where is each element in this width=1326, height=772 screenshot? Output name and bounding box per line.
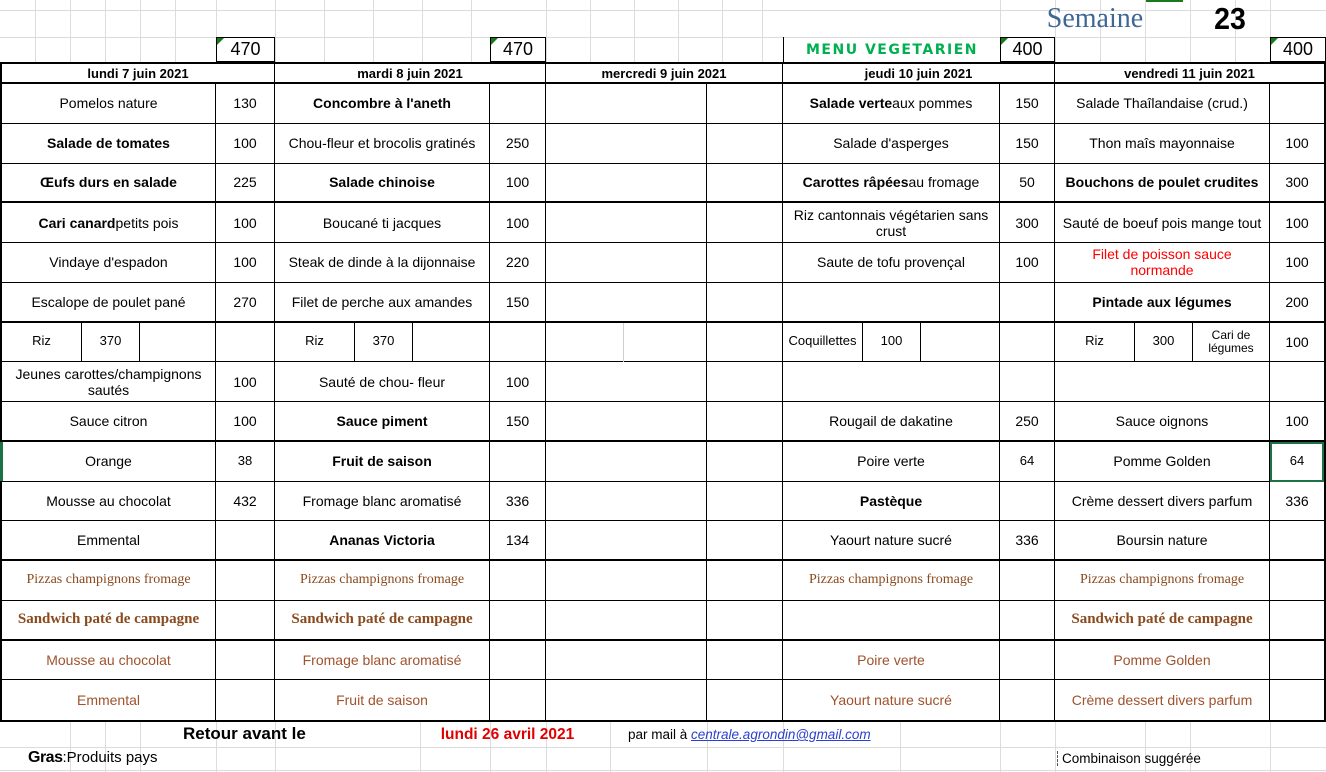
menu-sub-cell[interactable]: 300 [1135, 323, 1193, 362]
menu-cell[interactable] [546, 124, 707, 164]
day-header-cell[interactable]: vendredi 11 juin 2021 [1124, 65, 1255, 81]
menu-text: Mousse au chocolat [46, 492, 171, 509]
menu-text: Pizzas champignons fromage [26, 572, 191, 588]
value-cell[interactable] [707, 243, 783, 283]
menu-text: Crème dessert divers parfum [1071, 492, 1253, 509]
menu-cell[interactable] [275, 601, 490, 641]
gridline [0, 747, 1326, 748]
value-cell[interactable]: 300 [1270, 164, 1324, 204]
menu-cell[interactable] [783, 362, 1000, 402]
menu-cell[interactable] [546, 164, 707, 204]
menu-text: Sandwich paté de campagne [291, 611, 473, 627]
menu-text-bold: Pastèque [859, 492, 923, 509]
menu-cell[interactable] [275, 164, 490, 204]
value-cell[interactable] [1270, 601, 1324, 641]
menu-text: Sauté de chou- fleur [318, 373, 446, 390]
menu-text: Pizzas champignons fromage [1079, 572, 1245, 588]
menu-cell[interactable] [783, 641, 1000, 681]
menu-cell[interactable] [1055, 561, 1270, 601]
value-cell[interactable]: 220 [490, 243, 546, 283]
menu-cell[interactable] [1055, 323, 1270, 363]
menu-cell[interactable] [275, 561, 490, 601]
menu-text: Pizzas champignons fromage [299, 572, 465, 588]
menu-cell[interactable] [275, 641, 490, 681]
value-cell[interactable]: 336 [490, 482, 546, 522]
menu-cell[interactable] [546, 402, 707, 442]
menu-cell[interactable] [1055, 124, 1270, 164]
value-cell[interactable] [707, 641, 783, 681]
menu-cell[interactable] [1055, 243, 1270, 283]
menu-cell[interactable] [783, 442, 1000, 482]
deadline-date: lundi 26 avril 2021 [440, 726, 575, 743]
menu-text: Sandwich paté de campagne [17, 611, 200, 627]
menu-text: Pomelos nature [59, 95, 158, 112]
menu-cell[interactable] [275, 124, 490, 164]
menu-text: Yaourt nature sucré [830, 532, 952, 549]
value-cell[interactable] [490, 561, 546, 601]
calorie-cell-tuesday[interactable]: 470 [490, 37, 546, 62]
menu-cell[interactable] [783, 243, 1000, 283]
menu-text: Filet de perche aux amandes [291, 293, 473, 310]
menu-text: Boursin nature [1116, 532, 1208, 549]
menu-cell[interactable] [783, 521, 1000, 561]
legend-bold-key: Gras [28, 749, 63, 766]
menu-text-bold: Pintade aux légumes [1092, 293, 1232, 310]
menu-sub-cell[interactable]: 370 [82, 323, 140, 362]
menu-text: Jeunes carottes/champignons sautés [15, 365, 202, 398]
menu-text: Steak de dinde à la dijonnaise [288, 254, 476, 271]
menu-cell[interactable] [1055, 283, 1270, 323]
menu-cell[interactable] [275, 203, 490, 243]
menu-sub-cell[interactable]: Riz [1055, 323, 1135, 362]
value-cell[interactable]: 225 [216, 164, 275, 204]
menu-cell[interactable] [546, 442, 707, 482]
value-cell[interactable]: 100 [490, 203, 546, 243]
value-cell[interactable]: 100 [1270, 243, 1324, 283]
day-header-cell[interactable]: mercredi 9 juin 2021 [546, 64, 783, 82]
menu-cell[interactable] [783, 402, 1000, 442]
value-cell[interactable] [707, 482, 783, 522]
menu-cell[interactable] [2, 283, 216, 323]
menu-cell[interactable] [275, 402, 490, 442]
suggested-combination-note: Combinaison suggérée [1057, 751, 1201, 766]
menu-text: Filet de poisson sauce normande [1092, 246, 1232, 279]
menu-cell[interactable] [783, 323, 1000, 363]
menu-cell[interactable] [783, 283, 1000, 323]
value-cell[interactable] [216, 323, 275, 363]
calorie-cell-monday[interactable]: 470 [216, 37, 275, 62]
mail-prefix: par mail à [628, 727, 692, 742]
menu-text: Chou-fleur et brocolis gratinés [288, 135, 476, 152]
menu-text: Boucané ti jacques [322, 214, 442, 231]
day-header-row [0, 62, 1326, 82]
vegetarian-menu-label: MENU VEGETARIEN [783, 37, 1000, 62]
menu-cell[interactable] [2, 521, 216, 561]
menu-cell[interactable] [2, 124, 216, 164]
value-cell[interactable]: 100 [1270, 402, 1324, 442]
value-cell[interactable] [1000, 680, 1055, 720]
menu-cell[interactable] [1055, 203, 1270, 243]
value-cell[interactable] [707, 203, 783, 243]
menu-text: Poire verte [857, 453, 925, 470]
value-cell[interactable]: 64 [1000, 442, 1055, 482]
menu-cell[interactable] [783, 84, 1000, 124]
value-cell[interactable] [1270, 641, 1324, 681]
value-cell[interactable] [1000, 601, 1055, 641]
value-cell[interactable] [1000, 641, 1055, 681]
menu-text: Escalope de poulet pané [31, 293, 186, 310]
menu-cell[interactable] [546, 561, 707, 601]
menu-cell[interactable] [275, 680, 490, 720]
gridline [0, 770, 1326, 771]
menu-cell[interactable] [275, 283, 490, 323]
menu-text: Thon maîs mayonnaise [1089, 135, 1235, 152]
value-cell[interactable]: 100 [490, 362, 546, 402]
value-cell[interactable]: 130 [216, 84, 275, 124]
calorie-cell-thursday[interactable]: 400 [1000, 37, 1055, 62]
value-cell[interactable]: 100 [216, 124, 275, 164]
menu-text: Fruit de saison [336, 692, 428, 709]
menu-text: Yaourt nature sucré [830, 692, 952, 709]
menu-cell[interactable] [275, 482, 490, 522]
value-cell[interactable] [490, 680, 546, 720]
wednesday-faint-divider [623, 323, 624, 362]
menu-text: Pizzas champignons fromage [808, 572, 974, 588]
menu-text-bold: Cari canard [38, 214, 116, 231]
menu-cell[interactable] [783, 561, 1000, 601]
menu-cell[interactable] [2, 84, 216, 124]
menu-text: Rougail de dakatine [829, 412, 953, 429]
menu-text: aux pommes [892, 95, 973, 112]
value-cell[interactable]: 100 [1270, 203, 1324, 243]
value-cell[interactable]: 250 [490, 124, 546, 164]
menu-text: Fromage blanc aromatisé [302, 651, 462, 668]
menu-cell[interactable] [1055, 521, 1270, 561]
menu-cell[interactable] [1055, 641, 1270, 681]
menu-text: Sauce oignons [1115, 412, 1209, 429]
value-cell[interactable] [1270, 362, 1324, 402]
menu-text: Salade Thaîlandaise (crud.) [1076, 95, 1248, 112]
menu-sub-cell[interactable]: 100 [863, 323, 921, 362]
value-cell[interactable] [707, 521, 783, 561]
menu-cell[interactable] [1055, 601, 1270, 641]
menu-cell[interactable] [546, 323, 707, 363]
menu-cell[interactable] [2, 243, 216, 283]
menu-text: Sandwich paté de campagne [1071, 611, 1253, 627]
menu-cell[interactable] [546, 283, 707, 323]
return-deadline-label: Retour avant le [183, 724, 306, 743]
menu-cell[interactable] [1055, 362, 1270, 402]
menu-text: Fromage blanc aromatisé [302, 492, 462, 509]
menu-text: Pomme Golden [1113, 651, 1211, 668]
value-cell[interactable] [707, 402, 783, 442]
value-cell[interactable]: 150 [1000, 84, 1055, 124]
value-cell[interactable] [707, 283, 783, 323]
value-cell[interactable] [1000, 482, 1055, 522]
day-header-cell[interactable]: lundi 7 juin 2021 [2, 64, 275, 82]
menu-text-bold: Sauce piment [336, 412, 428, 429]
value-cell[interactable] [216, 680, 275, 720]
menu-cell[interactable] [1055, 164, 1270, 204]
menu-cell[interactable] [2, 402, 216, 442]
menu-text: petits pois [115, 214, 179, 231]
value-cell[interactable]: 100 [216, 402, 275, 442]
menu-cell[interactable] [2, 680, 216, 720]
menu-text-bold: Salade verte [809, 95, 893, 112]
menu-cell[interactable] [2, 203, 216, 243]
menu-cell[interactable] [2, 442, 216, 482]
menu-text-bold: Fruit de saison [332, 453, 432, 470]
mail-instruction [628, 727, 871, 742]
menu-text-bold: Salade de tomates [47, 135, 170, 152]
week-label: Semaine [1046, 3, 1144, 34]
value-cell[interactable]: 150 [490, 283, 546, 323]
value-cell[interactable] [707, 84, 783, 124]
menu-cell[interactable] [546, 203, 707, 243]
value-cell[interactable] [1000, 561, 1055, 601]
menu-cell[interactable] [546, 601, 707, 641]
legend-bold-desc: :Produits pays [62, 749, 158, 766]
value-cell[interactable]: 270 [216, 283, 275, 323]
menu-cell[interactable] [546, 243, 707, 283]
value-cell[interactable]: 336 [1000, 521, 1055, 561]
value-cell[interactable] [707, 362, 783, 402]
menu-cell[interactable] [546, 641, 707, 681]
gridline [0, 37, 1326, 38]
menu-cell[interactable] [275, 243, 490, 283]
menu-cell[interactable] [1055, 84, 1270, 124]
menu-cell[interactable] [783, 482, 1000, 522]
menu-cell[interactable] [783, 164, 1000, 204]
value-cell[interactable] [490, 84, 546, 124]
menu-text: Vindaye d'espadon [49, 254, 168, 271]
value-cell[interactable]: 38 [216, 442, 275, 482]
menu-text-bold: Carottes râpées [802, 174, 909, 191]
menu-sub-cell[interactable]: Cari de légumes [1208, 327, 1254, 355]
value-cell[interactable] [707, 561, 783, 601]
value-cell[interactable]: 100 [1270, 124, 1324, 164]
menu-text-bold: Œufs durs en salade [40, 174, 177, 191]
value-cell[interactable] [1000, 323, 1055, 363]
value-cell[interactable]: 250 [1000, 402, 1055, 442]
value-cell[interactable] [707, 323, 783, 363]
value-cell[interactable] [490, 323, 546, 363]
menu-cell[interactable] [1055, 482, 1270, 522]
menu-cell[interactable] [2, 561, 216, 601]
menu-text-bold: Salade chinoise [329, 174, 435, 191]
menu-grid [0, 82, 1326, 722]
menu-sub-cell[interactable] [140, 323, 215, 362]
menu-cell[interactable] [1055, 680, 1270, 720]
menu-sub-cell[interactable] [413, 323, 489, 362]
value-cell[interactable]: 50 [1000, 164, 1055, 204]
week-number: 23 [1214, 1, 1246, 36]
value-cell[interactable]: 64 [1270, 442, 1324, 482]
value-cell[interactable] [216, 641, 275, 681]
day-header-cell[interactable]: mardi 8 juin 2021 [275, 64, 546, 82]
menu-cell[interactable] [2, 641, 216, 681]
value-cell[interactable]: 336 [1270, 482, 1324, 522]
menu-cell[interactable] [2, 164, 216, 204]
value-cell[interactable] [707, 442, 783, 482]
menu-sub-cell[interactable]: 370 [355, 323, 413, 362]
value-cell[interactable] [1270, 680, 1324, 720]
menu-text: Riz cantonnais végétarien sans crust [793, 206, 989, 239]
menu-cell[interactable] [275, 84, 490, 124]
value-cell[interactable] [216, 521, 275, 561]
value-cell[interactable]: 134 [490, 521, 546, 561]
value-cell[interactable] [1270, 84, 1324, 124]
menu-text: Saute de tofu provençal [817, 254, 965, 271]
value-cell[interactable] [1000, 283, 1055, 323]
green-border-artifact [1146, 0, 1183, 2]
menu-text: Mousse au chocolat [46, 651, 171, 668]
value-cell[interactable] [216, 601, 275, 641]
value-cell[interactable] [1000, 362, 1055, 402]
menu-text-bold: Ananas Victoria [329, 532, 435, 549]
menu-cell[interactable] [2, 323, 216, 363]
menu-text: Salade d'asperges [833, 135, 949, 152]
menu-cell[interactable] [783, 124, 1000, 164]
menu-text: Emmental [76, 532, 141, 549]
menu-cell[interactable] [2, 601, 216, 641]
menu-cell[interactable] [1055, 402, 1270, 442]
value-cell[interactable] [707, 124, 783, 164]
menu-cell[interactable] [783, 680, 1000, 720]
menu-cell[interactable] [783, 203, 1000, 243]
menu-text-bold: Concombre à l'aneth [313, 95, 451, 112]
menu-text: Sauce citron [69, 412, 148, 429]
value-cell[interactable]: 432 [216, 482, 275, 522]
menu-sub-cell[interactable] [921, 323, 999, 362]
menu-cell[interactable] [275, 323, 490, 363]
menu-text: Pomme Golden [1113, 453, 1211, 470]
value-cell[interactable] [1270, 521, 1324, 561]
legend-bold-products [28, 749, 158, 767]
value-cell[interactable]: 200 [1270, 283, 1324, 323]
menu-cell[interactable] [2, 482, 216, 522]
value-cell[interactable] [490, 601, 546, 641]
value-cell[interactable]: 100 [1000, 243, 1055, 283]
menu-text: Crème dessert divers parfum [1071, 692, 1253, 709]
value-cell[interactable]: 100 [490, 164, 546, 204]
value-cell[interactable] [707, 164, 783, 204]
value-cell[interactable] [490, 442, 546, 482]
day-header-cell[interactable]: jeudi 10 juin 2021 [783, 64, 1055, 82]
menu-text: au fromage [908, 174, 980, 191]
menu-text: Sauté de boeuf pois mange tout [1062, 214, 1262, 231]
menu-cell[interactable] [275, 442, 490, 482]
value-cell[interactable] [216, 561, 275, 601]
calorie-cell-friday[interactable]: 400 [1270, 37, 1326, 62]
email-link[interactable]: centrale.agrondin@gmail.com [691, 727, 871, 742]
menu-cell[interactable] [2, 362, 216, 402]
menu-cell[interactable] [1055, 442, 1270, 482]
menu-cell[interactable] [546, 482, 707, 522]
menu-cell[interactable] [546, 84, 707, 124]
menu-text: Emmental [76, 692, 141, 709]
menu-sub-cell[interactable]: Riz [275, 323, 355, 362]
value-cell[interactable] [707, 601, 783, 641]
value-cell[interactable] [707, 680, 783, 720]
value-cell[interactable]: 100 [1270, 323, 1324, 363]
menu-cell[interactable] [275, 362, 490, 402]
menu-cell[interactable] [783, 601, 1000, 641]
value-cell[interactable]: 150 [490, 402, 546, 442]
value-cell[interactable]: 100 [216, 203, 275, 243]
menu-sub-cell[interactable]: Coquillettes [783, 323, 863, 362]
value-cell[interactable]: 100 [216, 362, 275, 402]
value-cell[interactable] [1270, 561, 1324, 601]
row-selection-left-edge [0, 442, 3, 481]
menu-sub-cell[interactable]: Riz [2, 323, 82, 362]
menu-cell[interactable] [546, 521, 707, 561]
menu-cell[interactable] [546, 680, 707, 720]
menu-text-bold: Bouchons de poulet crudites [1065, 174, 1259, 191]
value-cell[interactable]: 150 [1000, 124, 1055, 164]
menu-text: Poire verte [857, 651, 925, 668]
value-cell[interactable] [490, 641, 546, 681]
menu-text: Orange [85, 453, 132, 470]
value-cell[interactable]: 100 [216, 243, 275, 283]
value-cell[interactable]: 300 [1000, 203, 1055, 243]
menu-cell[interactable] [275, 521, 490, 561]
menu-cell[interactable] [546, 362, 707, 402]
